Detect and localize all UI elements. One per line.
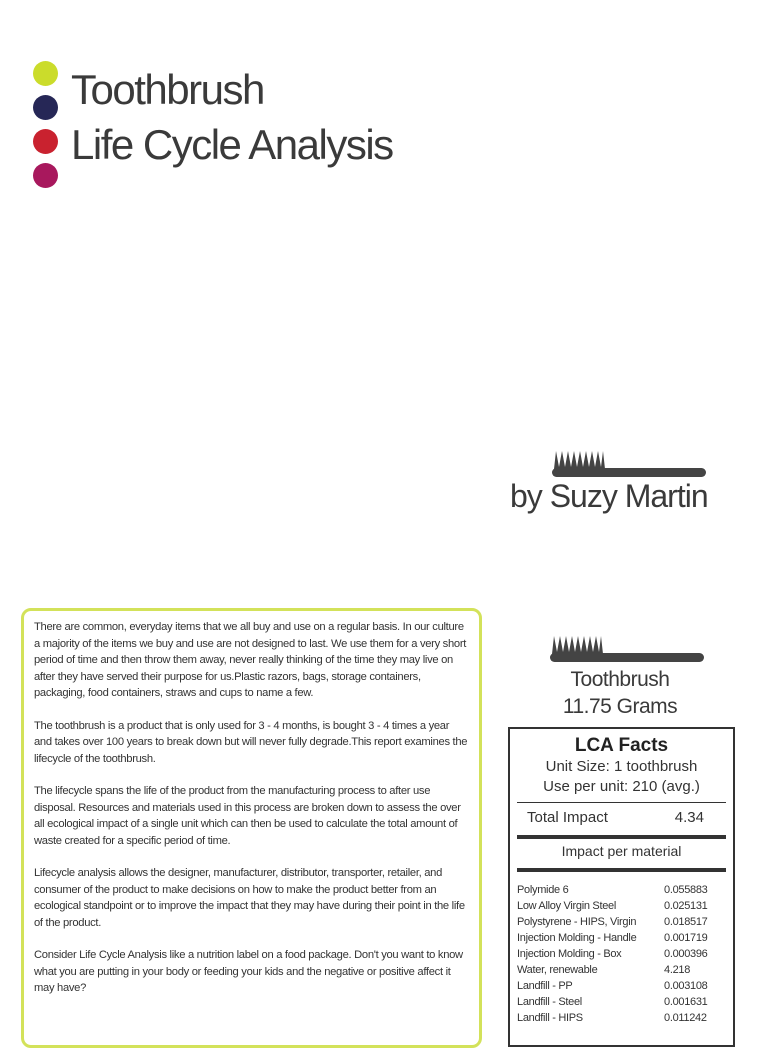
material-value: 4.218: [664, 964, 691, 976]
material-name: Landfill - PP: [517, 980, 573, 992]
facts-title: LCA Facts: [574, 735, 669, 756]
navy-dot: [33, 95, 58, 120]
unit-size: Unit Size: 1 toothbrush: [545, 758, 698, 775]
intro-paragraph-5: Consider Life Cycle Analysis like a nutrition label on a food package. Don't you want to know what you are putting in your body or feeding your kids and the negative or positive affect it may have?: [34, 949, 463, 994]
intro-paragraph-3: The lifecycle spans the life of the product from the manufacturing process to after use disposal. Resources and materials used in this process are broken down to assess the over all ecological impact of a single unit which can then be used to calculate the total amount of waste created for a specific period of time.: [34, 785, 461, 847]
list-item: [517, 978, 726, 994]
material-value: 0.001631: [664, 996, 708, 1008]
toothbrush-icon: [550, 447, 708, 479]
toothbrush-icon-small: [548, 632, 706, 664]
list-item: [517, 914, 726, 930]
list-item: [517, 898, 726, 914]
magenta-dot: [33, 163, 58, 188]
use-per-unit: Use per unit: 210 (avg.): [543, 778, 700, 795]
total-impact-value: 4.34: [674, 809, 704, 826]
product-name: Toothbrush: [570, 668, 670, 691]
material-name: Landfill - HIPS: [517, 1012, 583, 1024]
title-line-2: Life Cycle Analysis: [71, 121, 393, 168]
material-name: Injection Molding - Handle: [517, 932, 637, 944]
list-item: [517, 930, 726, 946]
intro-text-box: [21, 608, 482, 1048]
list-item: [517, 962, 726, 978]
material-value: 0.011242: [664, 1012, 707, 1024]
total-impact-row: [517, 803, 726, 832]
total-impact-label: Total Impact: [527, 809, 608, 826]
material-name: Injection Molding - Box: [517, 948, 622, 960]
list-item: [517, 994, 726, 1010]
material-value: 0.001719: [664, 932, 708, 944]
lca-facts-panel: [508, 727, 735, 1047]
red-dot: [33, 129, 58, 154]
intro-paragraph-4: Lifecycle analysis allows the designer, manufacturer, distributor, transporter, retailer, and consumer of the product to make decisions on how to make the product better from an ecological standpoint or to improve the impact that they may have during their point in the life of the product.: [34, 867, 465, 929]
material-name: Polystyrene - HIPS, Virgin: [517, 916, 637, 928]
list-item: [517, 882, 726, 898]
materials-list: [517, 882, 726, 1026]
material-value: 0.018517: [664, 916, 708, 928]
title-line-1: Toothbrush: [71, 66, 264, 113]
impact-per-material-header: Impact per material: [561, 843, 682, 859]
material-name: Water, renewable: [517, 964, 598, 976]
material-value: 0.025131: [664, 900, 708, 912]
list-item: [517, 946, 726, 962]
divider-thick: [517, 868, 726, 872]
product-weight: 11.75 Grams: [562, 695, 678, 718]
intro-paragraph-1: There are common, everyday items that we all buy and use on a regular basis. In our culture a majority of the items we buy and use are not designed to last. We use them for a very short period of time and then throw them away, never really thinking of the time they may live on after they have served their purpose for us.Plastic razors, bags, storage containers, packaging, food containers, straws and cups to name a few.: [34, 621, 467, 699]
material-value: 0.003108: [664, 980, 708, 992]
material-name: Landfill - Steel: [517, 996, 582, 1008]
intro-paragraph-2: The toothbrush is a product that is only used for 3 - 4 months, is bought 3 - 4 times a year and takes over 100 years to break down but will never fully degrade.This report examines the lifecycle of the toothbrush.: [34, 719, 468, 765]
material-name: Low Alloy Virgin Steel: [517, 900, 616, 912]
material-value: 0.000396: [664, 948, 708, 960]
material-name: Polymide 6: [517, 884, 569, 896]
lime-dot: [33, 61, 58, 86]
material-value: 0.055883: [664, 884, 708, 896]
author-byline: by Suzy Martin: [510, 478, 708, 514]
